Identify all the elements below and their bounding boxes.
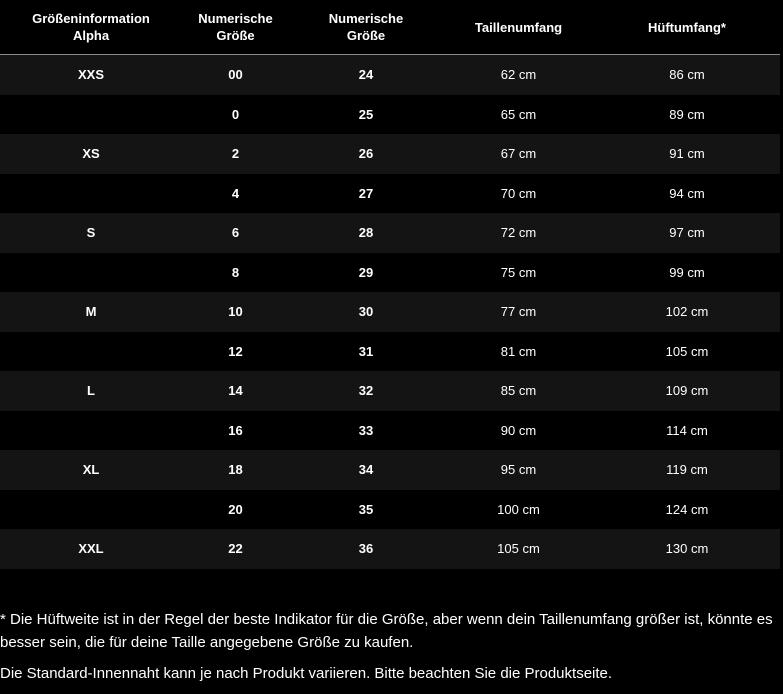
table-row	[0, 253, 780, 293]
cell-numeric-size-2: 34	[289, 450, 443, 490]
cell-numeric-size: 12	[182, 332, 289, 372]
cell-alpha: XXS	[0, 55, 182, 95]
table-row	[0, 55, 780, 95]
hip-footnote: * Die Hüftweite ist in der Regel der beste Indikator für die Größe, aber wenn dein Taillenumfang größer ist, könnte es besser sein, die für deine Taille angegebene Größe zu kaufen.	[0, 611, 773, 651]
cell-numeric-size: 00	[182, 55, 289, 95]
header-numeric-line1: Numerische	[198, 11, 273, 26]
cell-alpha: XL	[0, 450, 182, 490]
cell-numeric-size-2: 25	[289, 95, 443, 135]
cell-alpha	[0, 253, 182, 293]
cell-numeric-size-2: 24	[289, 55, 443, 95]
cell-waist: 67 cm	[443, 134, 594, 174]
cell-alpha	[0, 95, 182, 135]
cell-alpha: XS	[0, 134, 182, 174]
cell-numeric-size: 8	[182, 253, 289, 293]
header-alpha-size	[0, 0, 182, 55]
cell-waist: 95 cm	[443, 450, 594, 490]
table-row	[0, 332, 780, 372]
cell-numeric-size-2: 29	[289, 253, 443, 293]
cell-numeric-size: 4	[182, 174, 289, 214]
cell-hip: 91 cm	[594, 134, 780, 174]
cell-waist: 62 cm	[443, 55, 594, 95]
cell-alpha	[0, 332, 182, 372]
cell-numeric-size: 10	[182, 292, 289, 332]
header-hip: Hüftumfang*	[594, 0, 780, 55]
cell-waist: 77 cm	[443, 292, 594, 332]
cell-waist: 65 cm	[443, 95, 594, 135]
cell-numeric-size-2: 31	[289, 332, 443, 372]
cell-numeric-size: 22	[182, 529, 289, 569]
table-row	[0, 490, 780, 530]
cell-waist: 100 cm	[443, 490, 594, 530]
inseam-note: Die Standard-Innennaht kann je nach Produkt variieren. Bitte beachten Sie die Produktseite.	[0, 665, 613, 682]
cell-hip: 89 cm	[594, 95, 780, 135]
header-numeric-size-2	[289, 0, 443, 55]
cell-waist: 70 cm	[443, 174, 594, 214]
header-numeric-size	[182, 0, 289, 55]
cell-numeric-size: 20	[182, 490, 289, 530]
cell-hip: 97 cm	[594, 213, 780, 253]
cell-hip: 86 cm	[594, 55, 780, 95]
cell-alpha: XXL	[0, 529, 182, 569]
cell-numeric-size: 18	[182, 450, 289, 490]
table-row	[0, 134, 780, 174]
table-row	[0, 450, 780, 490]
cell-hip: 94 cm	[594, 174, 780, 214]
cell-alpha: L	[0, 371, 182, 411]
header-alpha-line2: Alpha	[72, 28, 110, 43]
cell-numeric-size: 2	[182, 134, 289, 174]
cell-hip: 109 cm	[594, 371, 780, 411]
cell-waist: 72 cm	[443, 213, 594, 253]
cell-numeric-size-2: 30	[289, 292, 443, 332]
cell-numeric-size: 0	[182, 95, 289, 135]
cell-alpha	[0, 174, 182, 214]
cell-alpha	[0, 411, 182, 451]
cell-numeric-size-2: 26	[289, 134, 443, 174]
cell-numeric-size-2: 35	[289, 490, 443, 530]
cell-waist: 75 cm	[443, 253, 594, 293]
cell-alpha	[0, 490, 182, 530]
cell-numeric-size: 6	[182, 213, 289, 253]
header-alpha-line1: Größeninformation	[32, 11, 150, 26]
table-row	[0, 371, 780, 411]
cell-numeric-size-2: 28	[289, 213, 443, 253]
header-waist: Taillenumfang	[443, 0, 594, 55]
table-header-row	[0, 0, 780, 55]
table-row	[0, 292, 780, 332]
cell-numeric-size: 14	[182, 371, 289, 411]
table-row	[0, 213, 780, 253]
cell-hip: 130 cm	[594, 529, 780, 569]
cell-hip: 114 cm	[594, 411, 780, 451]
header-numeric2-line1: Numerische	[328, 11, 404, 26]
cell-hip: 99 cm	[594, 253, 780, 293]
cell-waist: 90 cm	[443, 411, 594, 451]
cell-numeric-size-2: 36	[289, 529, 443, 569]
cell-waist: 105 cm	[443, 529, 594, 569]
cell-waist: 81 cm	[443, 332, 594, 372]
table-row	[0, 529, 780, 569]
header-numeric-line2: Größe	[216, 28, 255, 43]
cell-numeric-size-2: 32	[289, 371, 443, 411]
table-row	[0, 174, 780, 214]
header-numeric2-line2: Größe	[346, 28, 386, 43]
cell-waist: 85 cm	[443, 371, 594, 411]
cell-hip: 119 cm	[594, 450, 780, 490]
cell-alpha: M	[0, 292, 182, 332]
cell-hip: 124 cm	[594, 490, 780, 530]
footnotes	[0, 608, 783, 685]
table-row	[0, 411, 780, 451]
cell-hip: 102 cm	[594, 292, 780, 332]
cell-numeric-size-2: 33	[289, 411, 443, 451]
cell-numeric-size-2: 27	[289, 174, 443, 214]
cell-hip: 105 cm	[594, 332, 780, 372]
table-row	[0, 95, 780, 135]
cell-alpha: S	[0, 213, 182, 253]
cell-numeric-size: 16	[182, 411, 289, 451]
